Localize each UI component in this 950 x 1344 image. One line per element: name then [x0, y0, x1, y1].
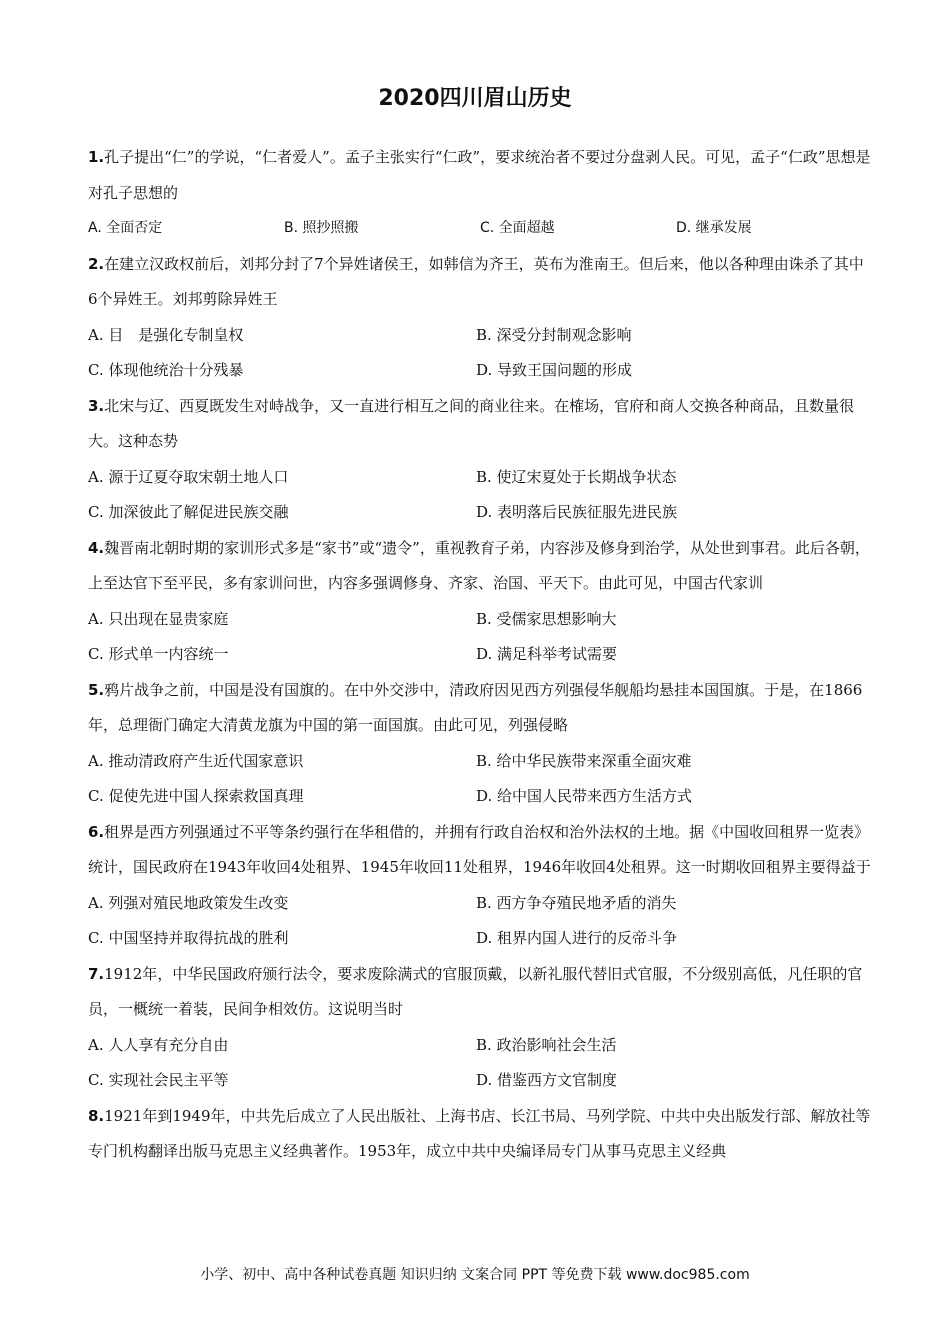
option-d: D. 表明落后民族征服先进民族: [476, 503, 678, 521]
option-b: B. 西方争夺殖民地矛盾的消失: [476, 893, 677, 912]
question-list: [88, 140, 872, 1170]
question-text: 魏晋南北朝时期的家训形式多是“家书”或“遗令”，重视教育子弟，内容涉及修身到治学，从处世到事君。此后各朝，上至达官下至平民，多有家训问世，内容多强调修身、齐家、治国、平天下。由此可见，中国古代家训: [88, 538, 870, 592]
page-title: 2020四川眉山历史: [378, 86, 572, 111]
question-8: [88, 1099, 872, 1170]
question-number: 2.: [88, 254, 105, 273]
question-stem: [88, 1099, 872, 1170]
question-text: 1921年到1949年，中共先后成立了人民出版社、上海书店、长江书局、马列学院、中共中央出版发行部、解放社等专门机构翻译出版马克思主义经典著作。1953年，成立中共中央编译局专门从事马克思主义经典: [88, 1106, 871, 1160]
option-a: A. 源于辽夏夺取宋朝土地人口: [88, 467, 289, 486]
question-number: 8.: [88, 1106, 105, 1125]
option-c: C. 形式单一内容统一: [88, 645, 229, 663]
question-5: [88, 673, 872, 815]
option-d: D. 满足科举考试需要: [476, 645, 618, 663]
question-stem: [88, 531, 872, 602]
question-stem: [88, 673, 872, 744]
option-a: A. 人人享有充分自由: [88, 1035, 229, 1054]
option-a: A. 推动清政府产生近代国家意识: [88, 751, 304, 770]
question-stem: [88, 957, 872, 1028]
question-stem: [88, 140, 872, 211]
question-stem: [88, 815, 872, 886]
question-stem: [88, 247, 872, 318]
question-6: [88, 815, 872, 957]
option-grid: [88, 744, 872, 815]
option-grid: [88, 318, 872, 389]
option-c: C. 实现社会民主平等: [88, 1071, 229, 1089]
question-number: 7.: [88, 964, 105, 983]
option-grid: [88, 886, 872, 957]
question-text: 孔子提出“仁”的学说，“仁者爱人”。孟子主张实行“仁政”，要求统治者不要过分盘剥人民。可见，孟子“仁政”思想是对孔子思想的: [88, 148, 871, 202]
option-c: C. 中国坚持并取得抗战的胜利: [88, 929, 289, 947]
question-4: [88, 531, 872, 673]
option-grid: [88, 1028, 872, 1099]
question-stem: [88, 389, 872, 460]
footer-text: 小学、初中、高中各种试卷真题 知识归纳 文案合同 PPT 等免费下载 www.doc985.com: [200, 1267, 750, 1283]
option-d: D. 导致王国问题的形成: [476, 361, 633, 379]
option-a: A. 列强对殖民地政策发生改变: [88, 893, 289, 912]
question-number: 3.: [88, 396, 105, 415]
option-grid: [88, 602, 872, 673]
question-2: [88, 247, 872, 389]
option-c: C. 加深彼此了解促进民族交融: [88, 503, 289, 521]
question-text: 鸦片战争之前，中国是没有国旗的。在中外交涉中，清政府因见西方列强侵华舰船均悬挂本国国旗。于是，在1866年，总理衙门确定大清黄龙旗为中国的第一面国旗。由此可见，列强侵略: [88, 680, 863, 734]
option-b: B. 政治影响社会生活: [476, 1035, 617, 1054]
option-c: C. 全面超越: [480, 220, 555, 236]
option-row: [88, 211, 872, 247]
question-number: 6.: [88, 822, 105, 841]
option-b: B. 受儒家思想影响大: [476, 609, 617, 628]
question-3: [88, 389, 872, 531]
question-number: 5.: [88, 680, 105, 699]
option-d: D. 继承发展: [676, 220, 752, 236]
option-d: D. 给中国人民带来西方生活方式: [476, 787, 693, 805]
option-b: B. 深受分封制观念影响: [476, 325, 632, 344]
question-number: 4.: [88, 538, 105, 557]
option-a: A. 目 是强化专制皇权: [88, 325, 244, 344]
question-1: [88, 140, 872, 247]
question-number: 1.: [88, 148, 105, 166]
option-c: C. 促使先进中国人探索救国真理: [88, 787, 304, 805]
question-text: 租界是西方列强通过不平等条约强行在华租借的，并拥有行政自治权和治外法权的土地。据《中国收回租界一览表》统计，国民政府在1943年收回4处租界、1945年收回11处租界，1946年收回4处租界。这一时期收回租界主要得益于: [88, 822, 871, 876]
option-d: D. 租界内国人进行的反帝斗争: [476, 929, 678, 947]
question-text: 北宋与辽、西夏既发生对峙战争，又一直进行相互之间的商业往来。在榷场，官府和商人交换各种商品，且数量很大。这种态势: [88, 396, 855, 450]
question-text: 在建立汉政权前后，刘邦分封了7个异姓诸侯王，如韩信为齐王，英布为淮南王。但后来，他以各种理由诛杀了其中6个异姓王。刘邦剪除异姓王: [88, 254, 864, 308]
option-b: B. 给中华民族带来深重全面灾难: [476, 751, 692, 770]
option-b: B. 使辽宋夏处于长期战争状态: [476, 467, 677, 486]
option-a: A. 全面否定: [88, 220, 163, 236]
option-grid: [88, 460, 872, 531]
option-a: A. 只出现在显贵家庭: [88, 609, 229, 628]
question-7: [88, 957, 872, 1099]
option-d: D. 借鉴西方文官制度: [476, 1071, 618, 1089]
question-text: 1912年，中华民国政府颁行法令，要求废除满式的官服顶戴，以新礼服代替旧式官服，不分级别高低，凡任职的官员，一概统一着装，民间争相效仿。这说明当时: [88, 964, 863, 1018]
option-c: C. 体现他统治十分残暴: [88, 361, 244, 379]
option-b: B. 照抄照搬: [284, 220, 359, 236]
